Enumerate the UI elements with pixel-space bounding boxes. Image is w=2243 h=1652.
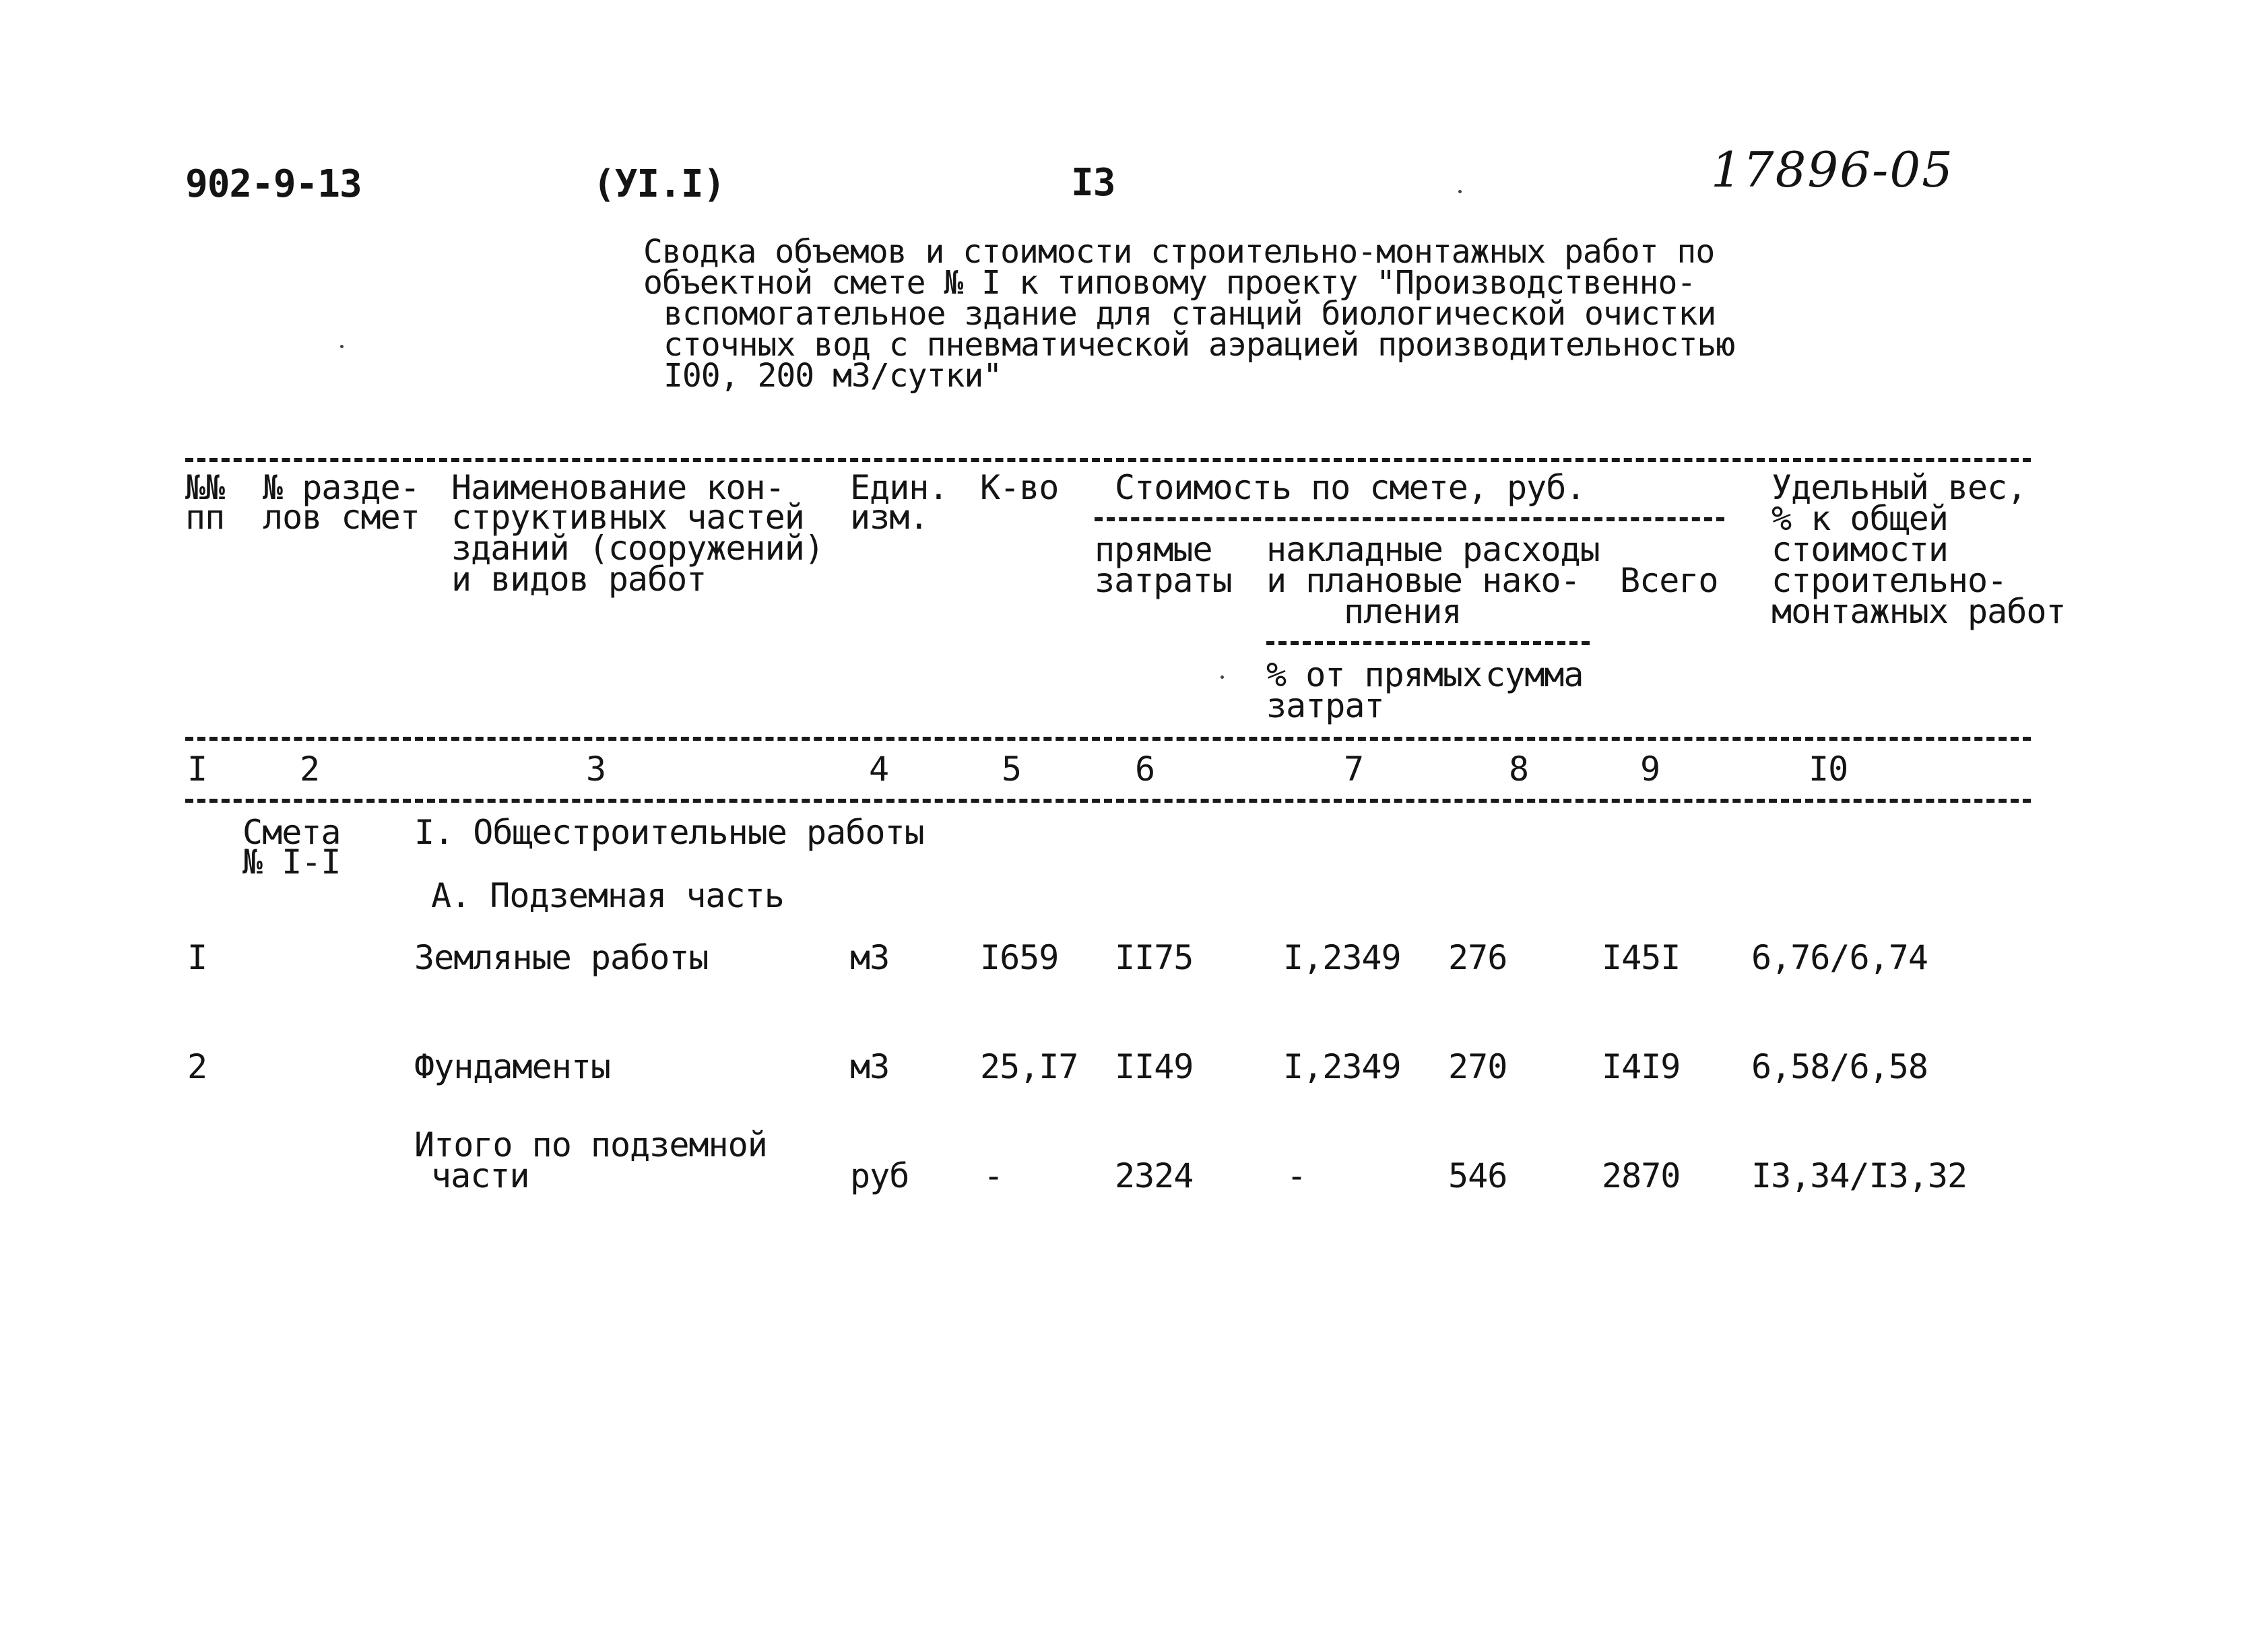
title-line-3: вспомогательное здание для станций биологической очистки	[663, 295, 1716, 333]
scan-dot	[1458, 190, 1462, 193]
header-weight-line-2: % к общей	[1771, 499, 1948, 538]
header-direct-line-2: затраты	[1095, 561, 1232, 600]
section-number: (УI.I)	[593, 162, 725, 206]
direct-costs: II49	[1115, 1047, 1194, 1086]
header-cost-group: Стоимость по смете, руб.	[1115, 468, 1586, 507]
header-weight-line-5: монтажных работ	[1771, 592, 2066, 631]
subtotal-direct-costs: 2324	[1115, 1156, 1194, 1195]
column-number: 2	[300, 750, 320, 789]
column-number: 6	[1135, 750, 1155, 789]
work-name: Фундаменты	[414, 1047, 611, 1086]
overhead-percent: I,2349	[1283, 938, 1401, 977]
overhead-sum: 276	[1448, 938, 1507, 977]
total: I45I	[1602, 938, 1681, 977]
cost-group-rule	[1095, 517, 1724, 521]
subtotal-name-line-1: Итого по подземной	[414, 1125, 767, 1164]
header-sum: сумма	[1485, 655, 1584, 694]
column-number: I	[187, 750, 207, 789]
header-overhead-line-1: накладные расходы	[1266, 530, 1600, 569]
subtotal-name-line-2: части	[431, 1156, 529, 1195]
scan-dot	[1221, 675, 1224, 679]
title-line-2: объектной смете № I к типовому проекту "Производственно-	[643, 264, 1696, 302]
header-overhead-line-3: пления	[1344, 592, 1462, 631]
header-total: Всего	[1620, 561, 1718, 600]
header-name-line-4: и видов работ	[451, 560, 707, 599]
subtotal-overhead-sum: 546	[1448, 1156, 1507, 1195]
row-number: I	[187, 938, 207, 977]
direct-costs: II75	[1115, 938, 1194, 977]
table-top-rule	[185, 458, 2031, 462]
title-line-4: сточных вод с пневматической аэрацией производительностью	[663, 326, 1735, 364]
overhead-rule	[1266, 641, 1590, 645]
header-unit-line-2: изм.	[850, 498, 929, 537]
work-name: Земляные работы	[414, 938, 709, 977]
header-quantity: К-во	[980, 468, 1059, 507]
header-row-number-line-2: пп	[185, 498, 225, 537]
subtotal-total: 2870	[1602, 1156, 1681, 1195]
header-direct-line-1: прямые	[1095, 530, 1212, 569]
weight-percent: 6,76/6,74	[1751, 938, 1928, 977]
weight-percent: 6,58/6,58	[1751, 1047, 1928, 1086]
column-number: 3	[586, 750, 606, 789]
title-line-1: Сводка объемов и стоимости строительно-монтажных работ по	[643, 233, 1715, 271]
page-number: I3	[1071, 161, 1115, 205]
total: I4I9	[1602, 1047, 1681, 1086]
section-title: I. Общестроительные работы	[414, 813, 924, 852]
subtotal-weight-percent: I3,34/I3,32	[1751, 1156, 1968, 1195]
column-number: 5	[1002, 750, 1022, 789]
column-numbers-rule	[185, 799, 2031, 803]
handwritten-reference-number: 17896-05	[1711, 141, 1954, 198]
subtotal-quantity: -	[983, 1156, 1004, 1195]
header-weight-line-3: стоимости	[1771, 530, 1948, 569]
column-number: I0	[1809, 750, 1848, 789]
header-name-line-3: зданий (сооружений)	[451, 529, 824, 568]
subtotal-unit: руб	[850, 1156, 909, 1195]
subtotal-overhead-percent: -	[1287, 1156, 1307, 1195]
header-name-line-2: структивных частей	[451, 498, 804, 537]
quantity: I659	[980, 938, 1059, 977]
header-section-line-1: № разде-	[263, 468, 420, 507]
quantity: 25,I7	[980, 1047, 1078, 1086]
document-code: 902-9-13	[185, 162, 362, 206]
header-percent-line-2: затрат	[1266, 686, 1384, 725]
overhead-percent: I,2349	[1283, 1047, 1401, 1086]
header-weight-line-4: строительно-	[1771, 561, 2007, 600]
column-number: 8	[1509, 750, 1529, 789]
header-row-number-line-1: №№	[185, 468, 225, 507]
column-number: 9	[1640, 750, 1660, 789]
column-number: 4	[869, 750, 889, 789]
header-name-line-1: Наименование кон-	[451, 468, 785, 507]
title-line-5: I00, 200 м3/сутки"	[663, 357, 1002, 395]
header-weight-line-1: Удельный вес,	[1771, 468, 2027, 507]
column-number: 7	[1344, 750, 1364, 789]
scan-dot	[340, 345, 344, 348]
header-section-line-2: лов смет	[263, 498, 420, 537]
header-overhead-line-2: и плановые нако-	[1266, 561, 1580, 600]
overhead-sum: 270	[1448, 1047, 1507, 1086]
header-percent-line-1: % от прямых	[1266, 655, 1483, 694]
unit: м3	[850, 1047, 890, 1086]
header-bottom-rule	[185, 737, 2031, 741]
unit: м3	[850, 938, 890, 977]
header-unit-line-1: Един.	[850, 468, 948, 507]
subsection-title: А. Подземная часть	[431, 876, 784, 915]
estimate-label-line-2: № I-I	[242, 842, 341, 882]
row-number: 2	[187, 1047, 207, 1086]
estimate-label-line-1: Смета	[242, 813, 341, 852]
